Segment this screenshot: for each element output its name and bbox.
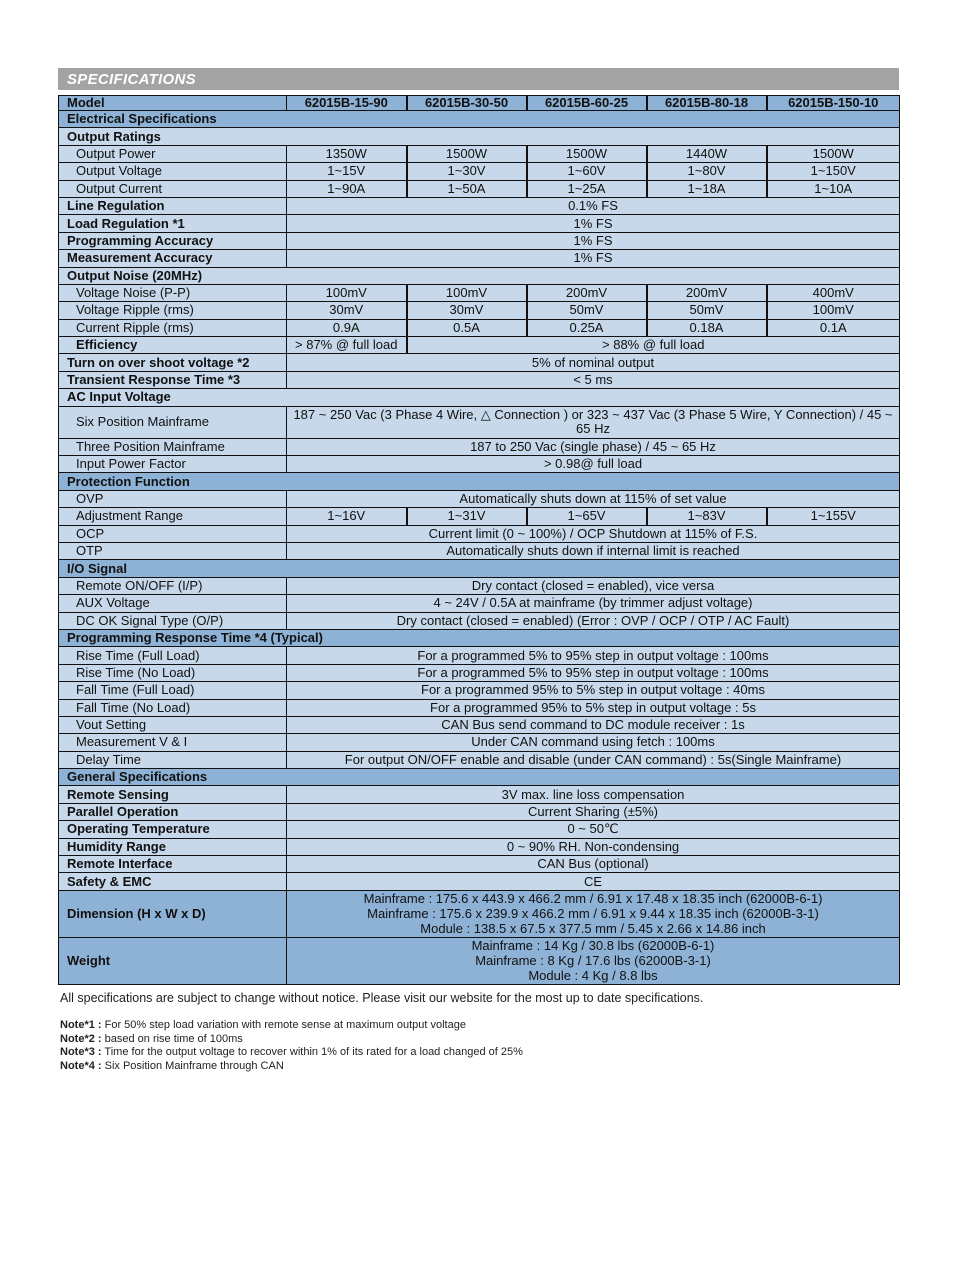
value-cell: 1500W xyxy=(527,145,647,162)
note-text: Time for the output voltage to recover within 1% of its rated for a load changed of 25% xyxy=(104,1046,523,1058)
table-row xyxy=(59,525,900,542)
value-cell: 0.5A xyxy=(407,319,527,336)
value-cell: Automatically shuts down at 115% of set value xyxy=(287,490,900,507)
note-item xyxy=(60,1019,523,1033)
value-cell: Dry contact (closed = enabled), vice versa xyxy=(287,577,900,594)
header-model-1: 62015B-15-90 xyxy=(287,96,407,111)
table-row xyxy=(59,873,900,890)
row-label: Voltage Ripple (rms) xyxy=(59,302,287,319)
row-label: Three Position Mainframe xyxy=(59,438,287,455)
section-banner: SPECIFICATIONS xyxy=(58,68,899,90)
value-cell: CE xyxy=(287,873,900,890)
value-cell: 1~150V xyxy=(767,163,900,180)
notes-list xyxy=(60,1019,523,1073)
value-cell: Dry contact (closed = enabled) (Error : OVP / OCP / OTP / AC Fault) xyxy=(287,612,900,629)
table-row xyxy=(59,163,900,180)
value-cell: Current Sharing (±5%) xyxy=(287,803,900,820)
value-cell: 1~90A xyxy=(287,180,407,197)
value-cell: For a programmed 95% to 5% step in output voltage : 40ms xyxy=(287,682,900,699)
value-cell: 0.1A xyxy=(767,319,900,336)
row-label: Parallel Operation xyxy=(59,803,287,820)
row-label: OTP xyxy=(59,542,287,559)
value-cell: 30mV xyxy=(407,302,527,319)
table-row xyxy=(59,438,900,455)
value-cell: 1% FS xyxy=(287,232,900,249)
value-cell: Automatically shuts down if internal limit is reached xyxy=(287,542,900,559)
row-label: Programming Response Time *4 (Typical) xyxy=(59,629,900,646)
value-cell: 0.25A xyxy=(527,319,647,336)
note-key: Note*2 : xyxy=(60,1032,102,1045)
value-cell: 1350W xyxy=(287,145,407,162)
value-cell: 1~16V xyxy=(287,508,407,525)
row-label: Output Noise (20MHz) xyxy=(59,267,900,284)
table-row xyxy=(59,508,900,525)
header-model-4: 62015B-80-18 xyxy=(647,96,767,111)
value-line: Mainframe : 175.6 x 239.9 x 466.2 mm / 6.91 x 9.44 x 18.35 inch (62000B-3-1) xyxy=(367,906,819,922)
table-row xyxy=(59,682,900,699)
table-row xyxy=(59,267,900,284)
row-label: Measurement Accuracy xyxy=(59,250,287,267)
value-cell: 4 ~ 24V / 0.5A at mainframe (by trimmer adjust voltage) xyxy=(287,595,900,612)
value-line: Module : 4 Kg / 8.8 lbs xyxy=(528,968,658,984)
value-cell: < 5 ms xyxy=(287,371,900,388)
row-label: Rise Time (Full Load) xyxy=(59,647,287,664)
value-line: Mainframe : 8 Kg / 17.6 lbs (62000B-3-1) xyxy=(475,953,711,969)
row-label: Programming Accuracy xyxy=(59,232,287,249)
table-row xyxy=(59,937,900,984)
value-cell: 0.9A xyxy=(287,319,407,336)
row-label: Rise Time (No Load) xyxy=(59,664,287,681)
value-cell: 1% FS xyxy=(287,250,900,267)
table-row xyxy=(59,890,900,937)
table-row xyxy=(59,664,900,681)
table-row xyxy=(59,647,900,664)
value-cell: 1500W xyxy=(407,145,527,162)
header-model-label: Model xyxy=(59,96,287,111)
value-cell: 1~60V xyxy=(527,163,647,180)
table-row xyxy=(59,803,900,820)
table-row xyxy=(59,542,900,559)
row-label: Output Ratings xyxy=(59,128,900,145)
value-cell: 1~30V xyxy=(407,163,527,180)
value-cell: 1~50A xyxy=(407,180,527,197)
table-row xyxy=(59,769,900,786)
note-key: Note*4 : xyxy=(60,1059,102,1072)
value-cell: 5% of nominal output xyxy=(287,354,900,371)
row-label: Weight xyxy=(59,937,287,984)
note-text: based on rise time of 100ms xyxy=(104,1032,243,1045)
row-label: Transient Response Time *3 xyxy=(59,371,287,388)
row-label: Fall Time (Full Load) xyxy=(59,682,287,699)
row-label: Remote Interface xyxy=(59,856,287,873)
table-row xyxy=(59,473,900,490)
value-cell: > 88% @ full load xyxy=(407,337,900,354)
row-label: Humidity Range xyxy=(59,838,287,855)
header-model-5: 62015B-150-10 xyxy=(767,96,900,111)
value-line: Mainframe : 14 Kg / 30.8 lbs (62000B-6-1) xyxy=(471,938,715,954)
table-row xyxy=(59,751,900,768)
value-cell: 1~10A xyxy=(767,180,900,197)
table-row xyxy=(59,371,900,388)
value-cell xyxy=(287,890,900,937)
table-row xyxy=(59,821,900,838)
note-key: Note*1 : xyxy=(60,1019,102,1031)
header-model-2: 62015B-30-50 xyxy=(407,96,527,111)
table-row xyxy=(59,232,900,249)
value-cell: 1500W xyxy=(767,145,900,162)
value-line: Module : 138.5 x 67.5 x 377.5 mm / 5.45 x 2.66 x 14.86 inch xyxy=(420,921,766,937)
value-cell: 1~18A xyxy=(647,180,767,197)
row-label: DC OK Signal Type (O/P) xyxy=(59,612,287,629)
value-cell: 1~65V xyxy=(527,508,647,525)
row-label: Adjustment Range xyxy=(59,508,287,525)
value-cell: Under CAN command using fetch : 100ms xyxy=(287,734,900,751)
note-text: Six Position Mainframe through CAN xyxy=(104,1059,284,1072)
value-cell: 100mV xyxy=(767,302,900,319)
row-label: Delay Time xyxy=(59,751,287,768)
row-label: Fall Time (No Load) xyxy=(59,699,287,716)
row-label: Operating Temperature xyxy=(59,821,287,838)
row-label: Protection Function xyxy=(59,473,900,490)
value-cell: > 87% @ full load xyxy=(287,337,407,354)
spec-table xyxy=(58,95,900,985)
table-row xyxy=(59,699,900,716)
row-label: AC Input Voltage xyxy=(59,389,900,406)
row-label: OCP xyxy=(59,525,287,542)
table-row xyxy=(59,595,900,612)
row-label: Remote ON/OFF (I/P) xyxy=(59,577,287,594)
value-cell: For a programmed 95% to 5% step in output voltage : 5s xyxy=(287,699,900,716)
table-row xyxy=(59,716,900,733)
row-label: Dimension (H x W x D) xyxy=(59,890,287,937)
row-label: Six Position Mainframe xyxy=(59,406,287,438)
value-cell: For a programmed 5% to 95% step in output voltage : 100ms xyxy=(287,647,900,664)
value-cell xyxy=(287,937,900,984)
disclaimer: All specifications are subject to change without notice. Please visit our website for the most up to date specifications. xyxy=(60,991,704,1005)
note-text: For 50% step load variation with remote sense at maximum output voltage xyxy=(104,1019,466,1031)
value-cell: 1~31V xyxy=(407,508,527,525)
value-cell: 0.1% FS xyxy=(287,197,900,214)
value-cell: 187 to 250 Vac (single phase) / 45 ~ 65 Hz xyxy=(287,438,900,455)
header-model-3: 62015B-60-25 xyxy=(527,96,647,111)
value-cell: 100mV xyxy=(287,284,407,301)
table-header-row xyxy=(59,96,900,111)
table-row xyxy=(59,215,900,232)
row-label: Line Regulation xyxy=(59,197,287,214)
value-line: Mainframe : 175.6 x 443.9 x 466.2 mm / 6.91 x 17.48 x 18.35 inch (62000B-6-1) xyxy=(363,891,823,907)
table-row xyxy=(59,319,900,336)
table-row xyxy=(59,128,900,145)
value-cell: For output ON/OFF enable and disable (under CAN command) : 5s(Single Mainframe) xyxy=(287,751,900,768)
value-cell: 1~83V xyxy=(647,508,767,525)
table-row xyxy=(59,354,900,371)
table-row xyxy=(59,560,900,577)
row-label: I/O Signal xyxy=(59,560,900,577)
row-label: Safety & EMC xyxy=(59,873,287,890)
table-row xyxy=(59,734,900,751)
table-row xyxy=(59,577,900,594)
table-row xyxy=(59,180,900,197)
row-label: Load Regulation *1 xyxy=(59,215,287,232)
row-label: AUX Voltage xyxy=(59,595,287,612)
table-row xyxy=(59,145,900,162)
value-cell: 0.18A xyxy=(647,319,767,336)
table-row xyxy=(59,302,900,319)
table-row xyxy=(59,786,900,803)
row-label: Output Current xyxy=(59,180,287,197)
value-cell: For a programmed 5% to 95% step in output voltage : 100ms xyxy=(287,664,900,681)
note-item xyxy=(60,1046,523,1060)
spec-table-body xyxy=(59,96,900,985)
value-cell: 400mV xyxy=(767,284,900,301)
row-label: Remote Sensing xyxy=(59,786,287,803)
value-cell: 0 ~ 50℃ xyxy=(287,821,900,838)
note-item xyxy=(60,1033,523,1047)
row-label: Output Voltage xyxy=(59,163,287,180)
table-row xyxy=(59,406,900,438)
value-cell: 100mV xyxy=(407,284,527,301)
value-cell: 0 ~ 90% RH. Non-condensing xyxy=(287,838,900,855)
value-cell: 1~25A xyxy=(527,180,647,197)
value-cell: > 0.98@ full load xyxy=(287,456,900,473)
value-cell: 200mV xyxy=(647,284,767,301)
value-cell: 187 ~ 250 Vac (3 Phase 4 Wire, △ Connection ) or 323 ~ 437 Vac (3 Phase 5 Wire, Y Connection) / 45 ~ 65 Hz xyxy=(287,406,900,438)
table-row xyxy=(59,389,900,406)
row-label: Efficiency xyxy=(59,337,287,354)
value-cell: CAN Bus (optional) xyxy=(287,856,900,873)
row-label: Input Power Factor xyxy=(59,456,287,473)
row-label: Measurement V & I xyxy=(59,734,287,751)
value-cell: 50mV xyxy=(527,302,647,319)
table-row xyxy=(59,111,900,128)
value-cell: 1~15V xyxy=(287,163,407,180)
value-cell: CAN Bus send command to DC module receiver : 1s xyxy=(287,716,900,733)
row-label: Output Power xyxy=(59,145,287,162)
value-cell: 30mV xyxy=(287,302,407,319)
table-row xyxy=(59,197,900,214)
row-label: Current Ripple (rms) xyxy=(59,319,287,336)
row-label: Electrical Specifications xyxy=(59,111,900,128)
value-cell: 1~155V xyxy=(767,508,900,525)
value-cell: Current limit (0 ~ 100%) / OCP Shutdown at 115% of F.S. xyxy=(287,525,900,542)
table-row xyxy=(59,456,900,473)
value-cell: 1440W xyxy=(647,145,767,162)
row-label: General Specifications xyxy=(59,769,900,786)
row-label: Voltage Noise (P-P) xyxy=(59,284,287,301)
table-row xyxy=(59,612,900,629)
note-key: Note*3 : xyxy=(60,1046,102,1058)
table-row xyxy=(59,838,900,855)
row-label: Vout Setting xyxy=(59,716,287,733)
value-cell: 3V max. line loss compensation xyxy=(287,786,900,803)
table-row xyxy=(59,250,900,267)
value-cell: 200mV xyxy=(527,284,647,301)
table-row xyxy=(59,337,900,354)
value-cell: 50mV xyxy=(647,302,767,319)
value-cell: 1% FS xyxy=(287,215,900,232)
value-cell: 1~80V xyxy=(647,163,767,180)
row-label: OVP xyxy=(59,490,287,507)
note-item xyxy=(60,1060,523,1074)
table-row xyxy=(59,856,900,873)
table-row xyxy=(59,629,900,646)
table-row xyxy=(59,284,900,301)
table-row xyxy=(59,490,900,507)
row-label: Turn on over shoot voltage *2 xyxy=(59,354,287,371)
